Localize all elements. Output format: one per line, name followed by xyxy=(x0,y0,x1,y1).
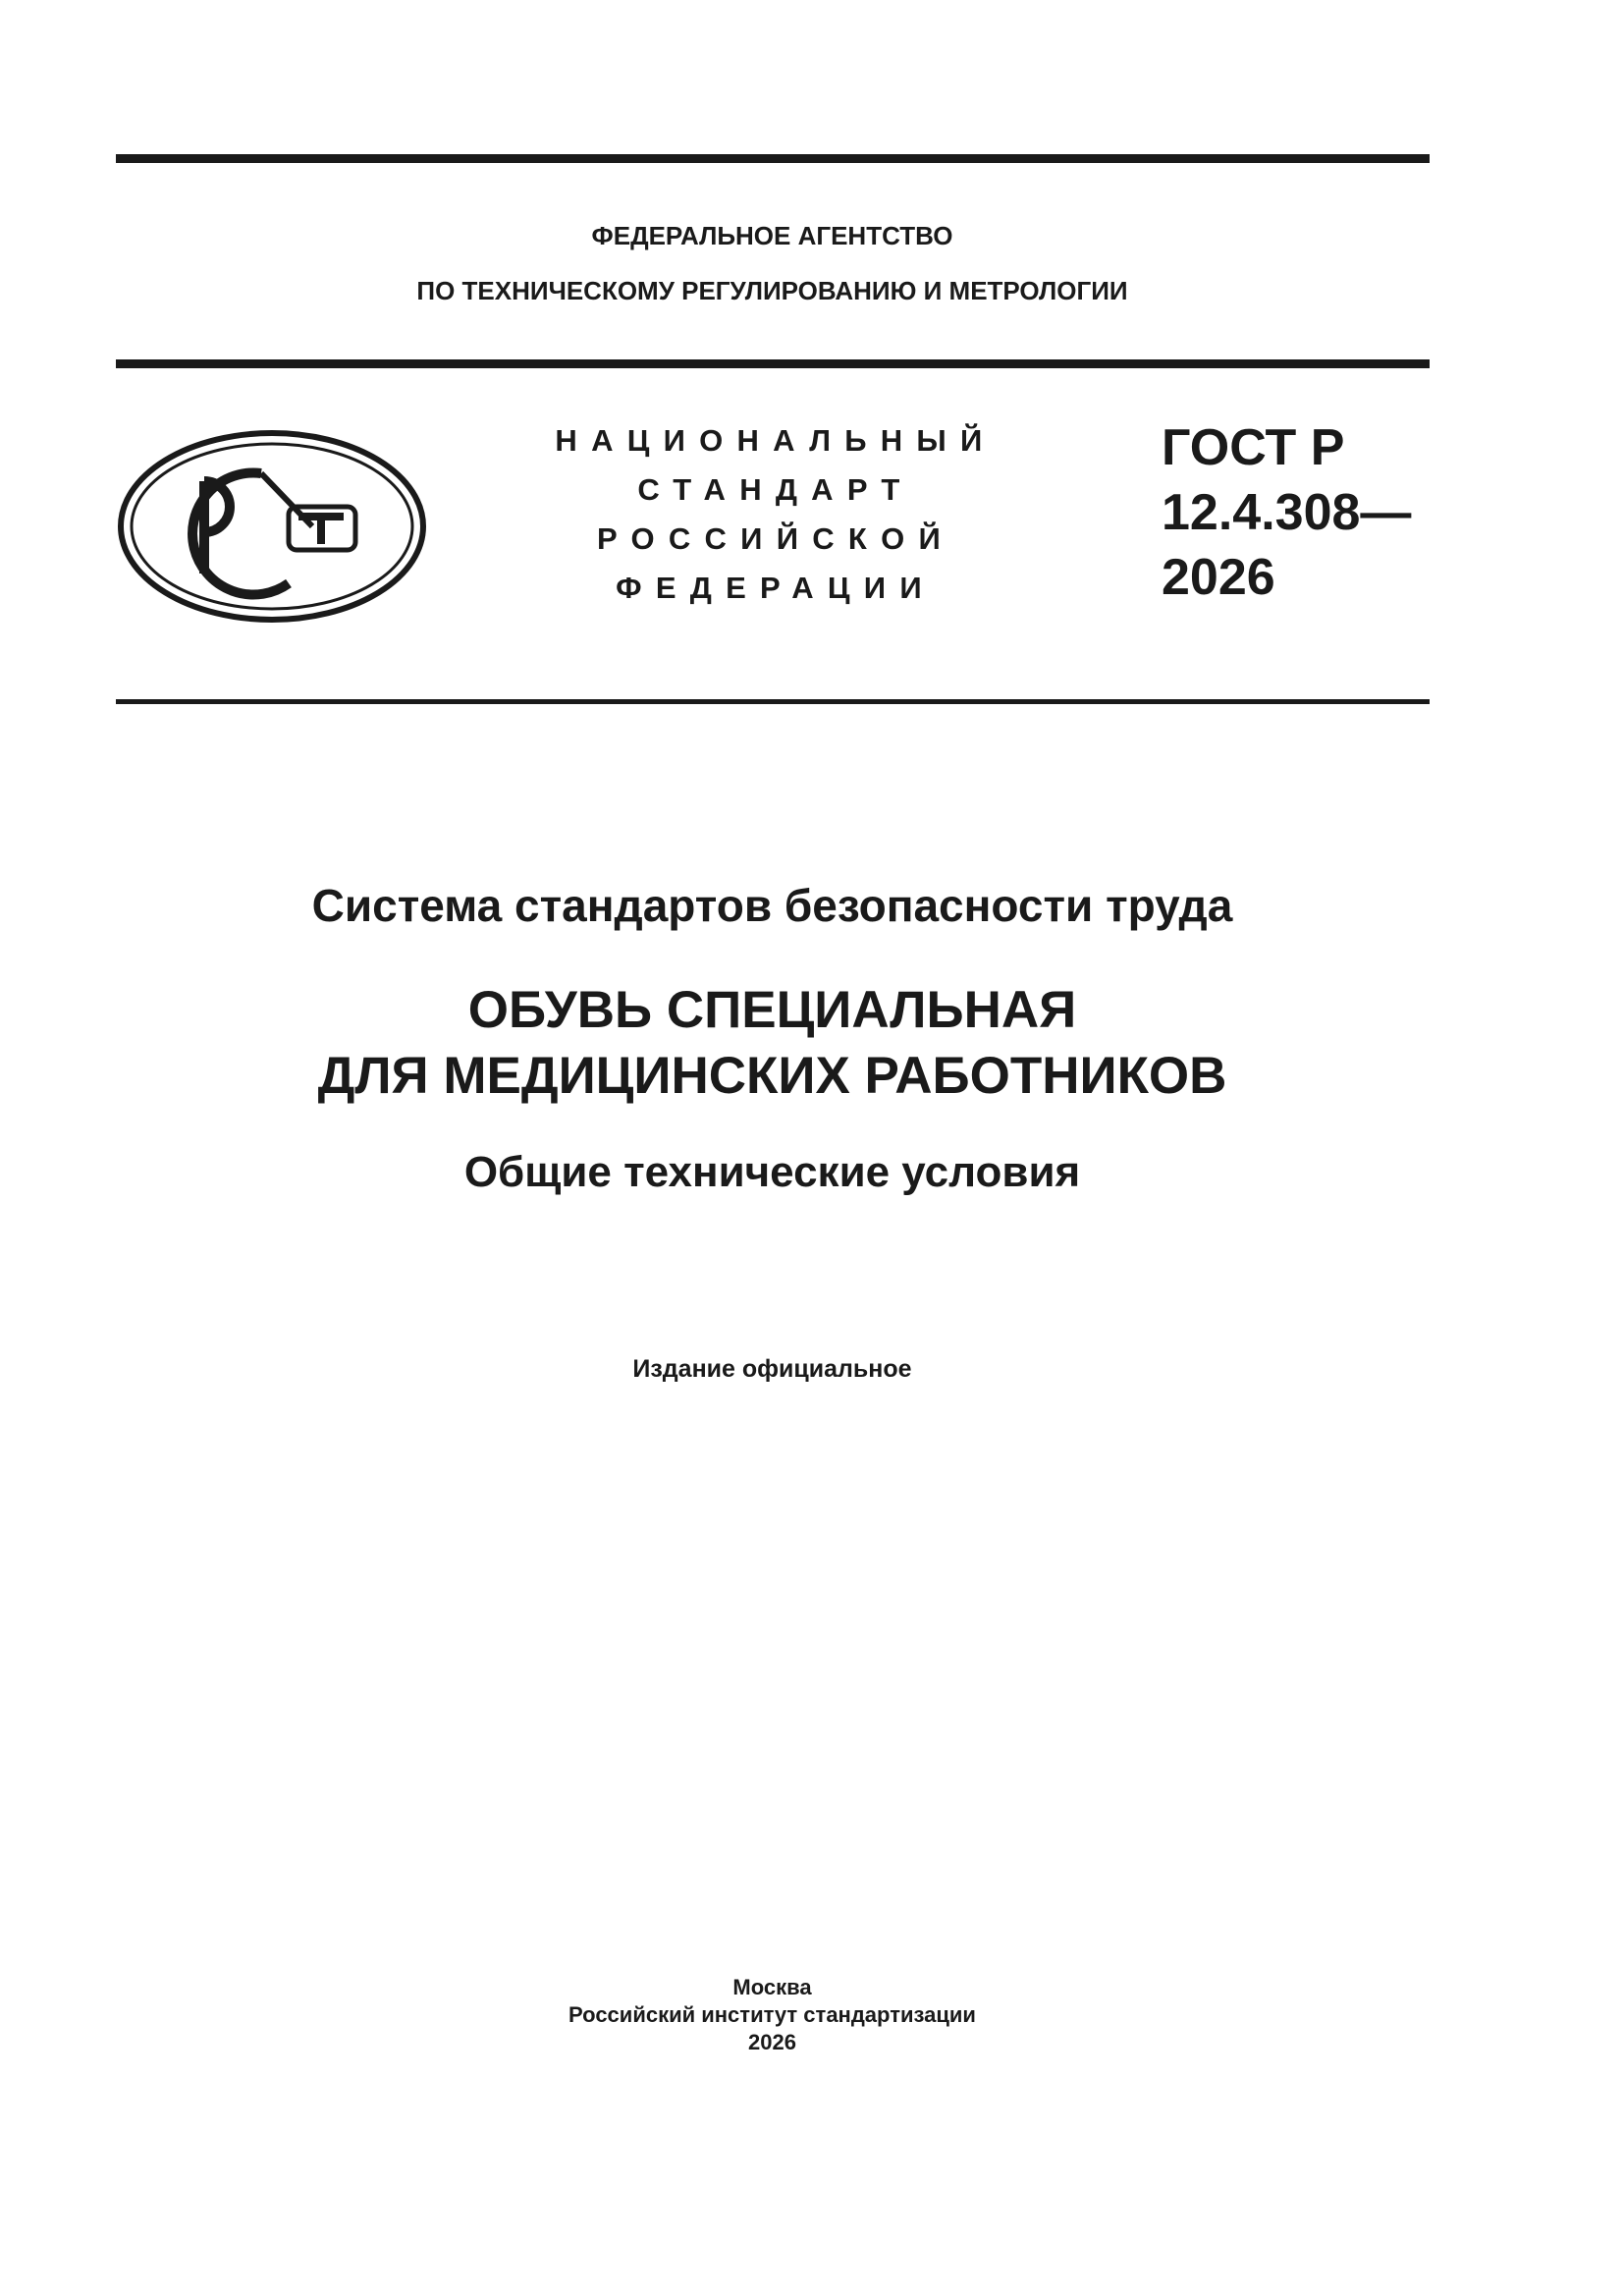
header-rule xyxy=(116,359,1430,368)
imprint-city: Москва xyxy=(732,1975,812,1999)
rst-logo-icon xyxy=(116,428,428,625)
gost-number xyxy=(1162,415,1411,610)
national-line-3: РОССИЙСКОЙ xyxy=(596,521,955,556)
gost-line-1: ГОСТ Р xyxy=(1162,419,1345,476)
imprint-year: 2026 xyxy=(748,2030,796,2054)
agency-name xyxy=(0,208,1544,318)
imprint-publisher: Российский институт стандартизации xyxy=(568,2002,976,2027)
imprint xyxy=(0,1974,1544,2056)
title-line-1: ОБУВЬ СПЕЦИАЛЬНАЯ xyxy=(467,981,1077,1039)
title-line-2: ДЛЯ МЕДИЦИНСКИХ РАБОТНИКОВ xyxy=(317,1047,1227,1105)
block-bottom-rule xyxy=(116,699,1430,704)
national-line-1: НАЦИОНАЛЬНЫЙ xyxy=(555,423,997,458)
national-line-2: СТАНДАРТ xyxy=(637,472,914,507)
gost-line-2: 12.4.308— xyxy=(1162,484,1412,541)
agency-line-1: ФЕДЕРАЛЬНОЕ АГЕНТСТВО xyxy=(591,221,953,250)
top-rule xyxy=(116,154,1430,163)
series-title: Система стандартов безопасности труда xyxy=(311,880,1233,931)
agency-line-2: ПО ТЕХНИЧЕСКОМУ РЕГУЛИРОВАНИЮ И МЕТРОЛОГИИ xyxy=(416,276,1128,305)
document-subtitle: Общие технические условия xyxy=(463,1148,1081,1196)
edition-label: Издание официальное xyxy=(632,1355,912,1383)
gost-line-3: 2026 xyxy=(1162,549,1275,606)
national-line-4: ФЕДЕРАЦИИ xyxy=(616,571,936,605)
document-title xyxy=(0,977,1544,1109)
national-standard-label xyxy=(550,416,1001,613)
